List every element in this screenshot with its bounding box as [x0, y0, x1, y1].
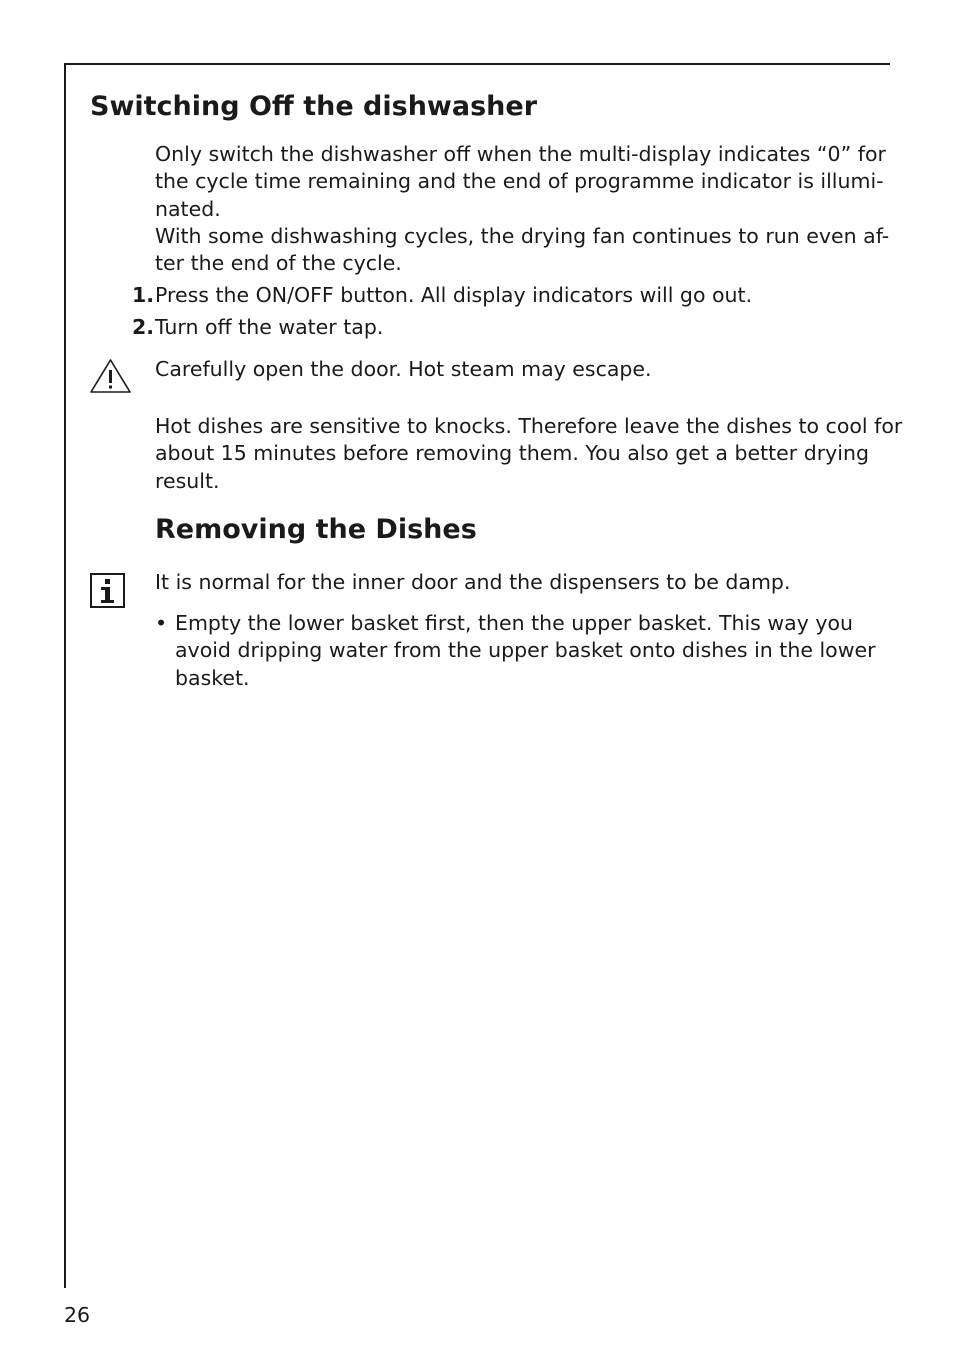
- section-heading-switching-off: Switching Off the dishwasher: [90, 91, 538, 122]
- bullet-symbol: •: [155, 611, 168, 635]
- note-line: Hot dishes are sensitive to knocks. Therefore leave the dishes to cool for: [155, 414, 903, 438]
- step-number: 2.: [132, 315, 155, 339]
- page-number: 26: [64, 1303, 91, 1327]
- bullet-line: Empty the lower basket first, then the upper basket. This way you: [175, 611, 854, 635]
- intro-line: With some dishwashing cycles, the drying fan continues to run even af-: [155, 223, 890, 248]
- note-line: result.: [155, 468, 220, 493]
- step-2: [132, 314, 383, 341]
- step-1: [132, 282, 752, 309]
- info-text: It is normal for the inner door and the dispensers to be damp.: [155, 570, 791, 594]
- intro-line: ter the end of the cycle.: [155, 251, 402, 276]
- intro-line: the cycle time remaining and the end of programme indicator is illumi-: [155, 169, 884, 194]
- frame-top-rule: [64, 63, 890, 65]
- note-paragraph: [155, 413, 903, 495]
- bullet-line: avoid dripping water from the upper basket onto dishes in the lower: [175, 638, 876, 663]
- bullet-line: basket.: [175, 665, 250, 690]
- info-i-icon: [90, 573, 125, 608]
- step-text: Press the ON/OFF button. All display indicators will go out.: [155, 283, 753, 307]
- step-text: Turn off the water tap.: [155, 315, 384, 339]
- intro-line: Only switch the dishwasher off when the multi-display indicates “0” for: [155, 142, 886, 166]
- intro-line: nated.: [155, 196, 221, 221]
- step-number: 1.: [132, 283, 155, 307]
- bullet-item: [175, 610, 875, 692]
- section-heading-removing-dishes: Removing the Dishes: [155, 514, 477, 545]
- warning-triangle-icon: [89, 357, 132, 395]
- frame-left-rule: [64, 63, 66, 1288]
- warning-text: Carefully open the door. Hot steam may escape.: [155, 357, 652, 381]
- intro-paragraph: [155, 141, 890, 277]
- note-line: about 15 minutes before removing them. You also get a better drying: [155, 441, 869, 466]
